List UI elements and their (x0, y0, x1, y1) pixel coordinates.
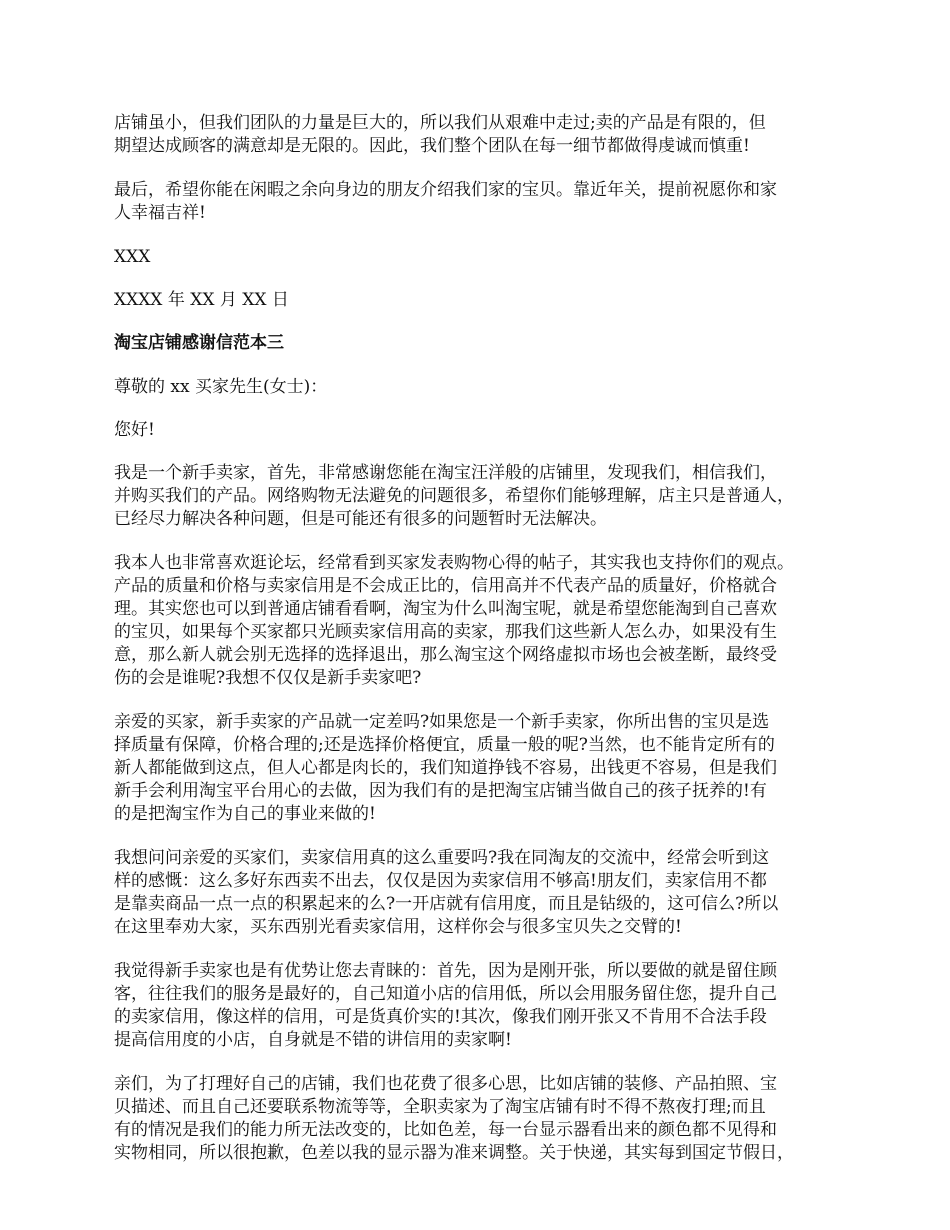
text-line: 理。其实您也可以到普通店铺看看啊，淘宝为什么叫淘宝呢，就是希望您能淘到自己喜欢 (114, 599, 777, 619)
text-line: 我本人也非常喜欢逛论坛，经常看到买家发表购物心得的帖子，其实我也支持你们的观点。 (114, 553, 794, 573)
text-line: 期望达成顾客的满意却是无限的。因此，我们整个团队在每一细节都做得虔诚而慎重! (114, 136, 750, 156)
text-line: 意，那么新人就会别无选择的选择退出，那么淘宝这个网络虚拟市场也会被垄断，最终受 (114, 645, 777, 665)
text-line: 的卖家信用，像这样的信用，可是货真价实的!其次，像我们刚开张又不肯用不合法手段 (114, 1007, 767, 1027)
text-line: 我想问问亲爱的买家们，卖家信用真的这么重要吗?我在同淘友的交流中，经常会听到这 (114, 848, 770, 868)
text-line: 产品的质量和价格与卖家信用是不会成正比的，信用高并不代表产品的质量好，价格就合 (114, 576, 777, 596)
text-line: 有的情况是我们的能力所无法改变的，比如色差，每一台显示器看出来的颜色都不见得和 (114, 1120, 777, 1140)
text-line: 择质量有保障，价格合理的;还是选择价格便宜，质量一般的呢?当然，也不能肯定所有的 (114, 735, 775, 755)
paragraph (114, 179, 854, 225)
text-line: 我是一个新手卖家，首先，非常感谢您能在淘宝汪洋般的店铺里，发现我们，相信我们， (114, 463, 777, 483)
text-line: 新人都能做到这点，但人心都是肉长的，我们知道挣钱不容易，出钱更不容易，但是我们 (114, 758, 777, 778)
text-line: 我觉得新手卖家也是有优势让您去青睐的：首先，因为是刚开张，所以要做的就是留住顾 (114, 961, 777, 981)
text-line: 样的感慨：这么多好东西卖不出去，仅仅是因为卖家信用不够高!朋友们，卖家信用不都 (114, 871, 767, 891)
paragraph (114, 112, 854, 158)
salutation (114, 376, 854, 399)
paragraph (114, 960, 854, 1052)
paragraph (114, 552, 854, 690)
text-line: 人幸福吉祥! (114, 203, 206, 223)
text-line: 客，往往我们的服务是最好的，自己知道小店的信用低，所以会用服务留住您，提升自己 (114, 984, 777, 1004)
paragraph (114, 462, 854, 531)
document-body (114, 112, 854, 1186)
text-line: XXXX 年 XX 月 XX 日 (114, 290, 289, 310)
signature-name (114, 246, 854, 269)
text-line: XXX (114, 247, 151, 267)
text-line: 的宝贝，如果每个买家都只光顾卖家信用高的卖家，那我们这些新人怎么办，如果没有生 (114, 622, 777, 642)
paragraph (114, 847, 854, 939)
text-line: 的是把淘宝作为自己的事业来做的! (114, 804, 376, 824)
text-line: 已经尽力解决各种问题，但是可能还有很多的问题暂时无法解决。 (114, 509, 607, 529)
text-line: 新手会利用淘宝平台用心的去做，因为我们有的是把淘宝店铺当做自己的孩子抚养的!有 (114, 781, 767, 801)
signature-date (114, 289, 854, 312)
text-line: 尊敬的 xx 买家先生(女士)： (114, 377, 328, 397)
text-line: 并购买我们的产品。网络购物无法避免的问题很多，希望你们能够理解，店主只是普通人， (114, 486, 794, 506)
section-title: 淘宝店铺感谢信范本三 (114, 333, 284, 353)
text-line: 伤的会是谁呢?我想不仅仅是新手卖家吧? (114, 668, 422, 688)
text-line: 您好! (114, 420, 155, 440)
text-line: 贝描述、而且自己还要联系物流等等，全职卖家为了淘宝店铺有时不得不熬夜打理;而且 (114, 1097, 766, 1117)
greeting (114, 419, 854, 442)
text-line: 是靠卖商品一点一点的积累起来的么?一开店就有信用度，而且是钻级的，这可信么?所以 (114, 894, 779, 914)
text-line: 最后，希望你能在闲暇之余向身边的朋友介绍我们家的宝贝。靠近年关，提前祝愿你和家 (114, 180, 777, 200)
paragraph (114, 711, 854, 826)
text-line: 在这里奉劝大家，买东西别光看卖家信用，这样你会与很多宝贝失之交臂的! (114, 917, 682, 937)
paragraph (114, 1073, 854, 1165)
text-line: 亲爱的买家，新手卖家的产品就一定差吗?如果您是一个新手卖家，你所出售的宝贝是选 (114, 712, 770, 732)
text-line: 亲们，为了打理好自己的店铺，我们也花费了很多心思，比如店铺的装修、产品拍照、宝 (114, 1074, 777, 1094)
text-line: 提高信用度的小店，自身就是不错的讲信用的卖家啊! (114, 1030, 512, 1050)
text-line: 实物相同，所以很抱歉，色差以我的显示器为准来调整。关于快递，其实每到国定节假日， (114, 1143, 794, 1163)
text-line: 店铺虽小，但我们团队的力量是巨大的，所以我们从艰难中走过;卖的产品是有限的，但 (114, 113, 766, 133)
